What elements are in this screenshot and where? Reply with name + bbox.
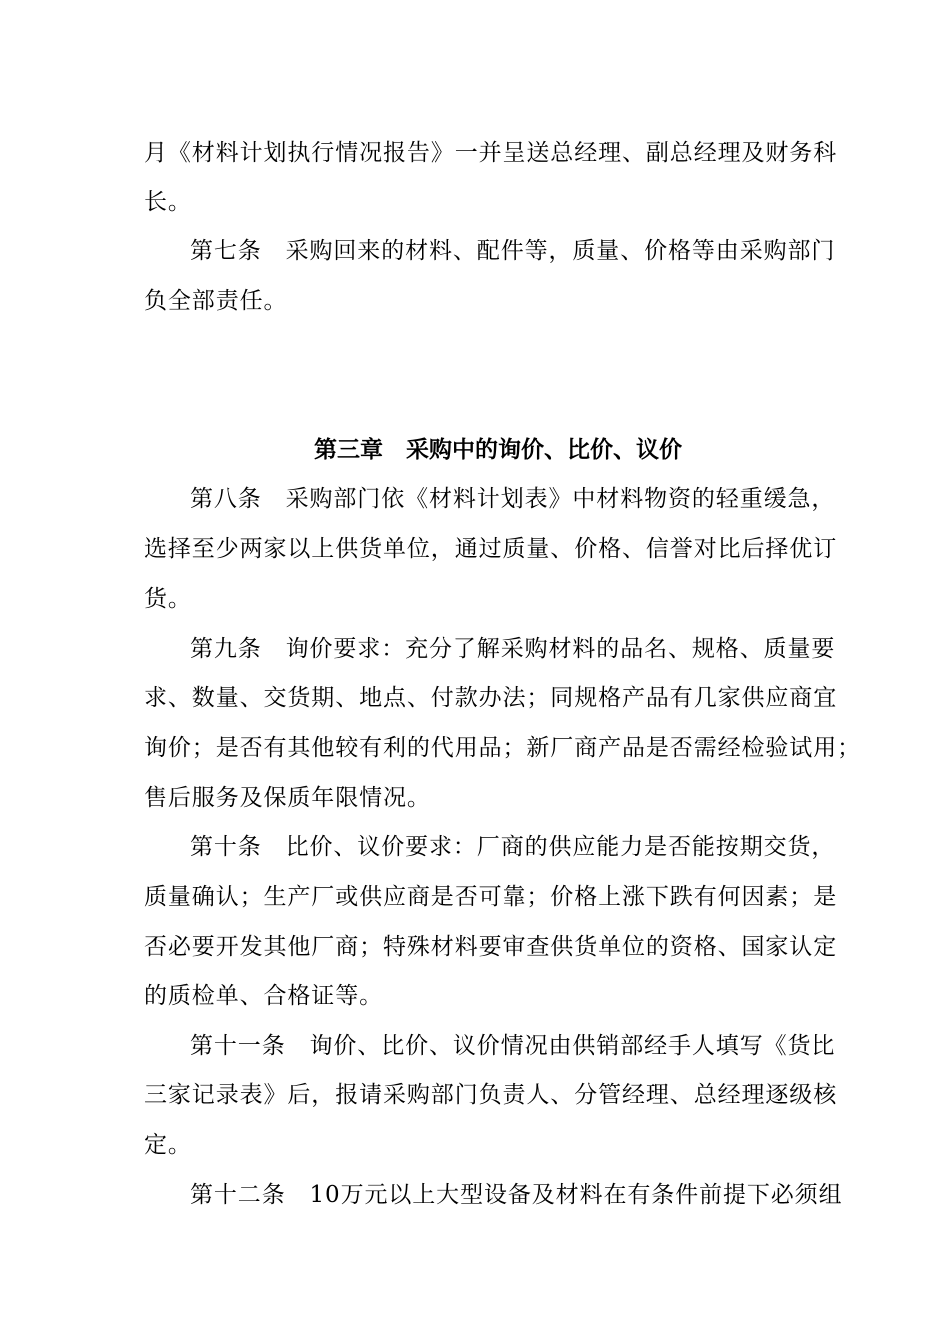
text-line: 售后服务及保质年限情况。 bbox=[144, 785, 431, 811]
article-8-line: 第八条 采购部门依《材料计划表》中材料物资的轻重缓急， bbox=[190, 486, 836, 512]
text-line: 定。 bbox=[144, 1132, 192, 1158]
text-line: 的质检单、合格证等。 bbox=[144, 983, 383, 1009]
text-line: 否必要开发其他厂商；特殊材料要审查供货单位的资格、国家认定 bbox=[144, 934, 838, 960]
text-line: 质量确认；生产厂或供应商是否可靠；价格上涨下跌有何因素；是 bbox=[144, 884, 838, 910]
article-12-line: 第十二条 10万元以上大型设备及材料在有条件前提下必须组 bbox=[190, 1182, 843, 1208]
article-9-line: 第九条 询价要求：充分了解采购材料的品名、规格、质量要 bbox=[190, 636, 836, 662]
text-line: 月《材料计划执行情况报告》一并呈送总经理、副总经理及财务科 bbox=[144, 140, 838, 166]
article-7-line: 第七条 采购回来的材料、配件等，质量、价格等由采购部门 bbox=[190, 238, 836, 264]
text-line: 长。 bbox=[144, 189, 192, 215]
article-11-line: 第十一条 询价、比价、议价情况由供销部经手人填写《货比 bbox=[190, 1033, 836, 1059]
text-line: 求、数量、交货期、地点、付款办法；同规格产品有几家供应商宜 bbox=[144, 685, 838, 711]
text-line: 询价；是否有其他较有利的代用品；新厂商产品是否需经检验试用； bbox=[144, 735, 861, 761]
chapter-heading: 第三章 采购中的询价、比价、议价 bbox=[314, 437, 682, 463]
text-line: 三家记录表》后，报请采购部门负责人、分管经理、总经理逐级核 bbox=[144, 1082, 838, 1108]
article-10-line: 第十条 比价、议价要求：厂商的供应能力是否能按期交货， bbox=[190, 834, 836, 860]
text-line: 负全部责任。 bbox=[144, 288, 288, 314]
text-line: 选择至少两家以上供货单位，通过质量、价格、信誉对比后择优订 bbox=[144, 536, 838, 562]
text-line: 货。 bbox=[144, 586, 192, 612]
